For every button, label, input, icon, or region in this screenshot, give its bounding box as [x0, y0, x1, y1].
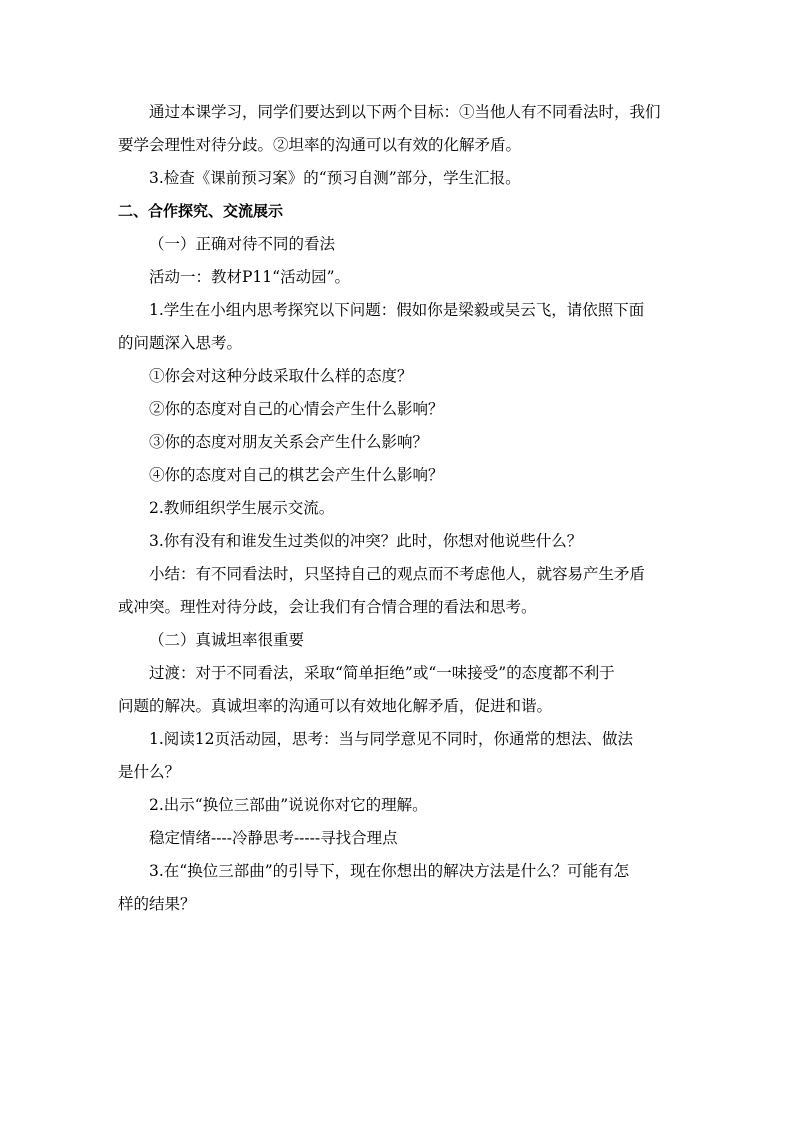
subsection-heading-1: （一）正确对待不同的看法 — [149, 235, 336, 253]
question-item-1: ①你会对这种分歧采取什么样的态度？ — [149, 367, 413, 385]
question-item-2: ②你的态度对自己的心情会产生什么影响？ — [149, 400, 444, 418]
show-three-steps: 2.出示“换位三部曲”说说你对它的理解。 — [149, 796, 428, 814]
section-heading-cooperation: 二、合作探究、交流展示 — [118, 202, 284, 220]
document-body — [118, 96, 678, 921]
reading-task-line-2: 是什么？ — [118, 763, 181, 781]
summary-line-1: 小结：有不同看法时，只坚持自己的观点而不考虑他人，就容易产生矛盾 — [149, 565, 646, 583]
question-item-4: ④你的态度对自己的棋艺会产生什么影响？ — [149, 466, 444, 484]
question-intro-line-2: 的问题深入思考。 — [118, 334, 243, 352]
question-item-3: ③你的态度对朋友关系会产生什么影响？ — [149, 433, 429, 451]
paragraph-check-preview: 3.检查《课前预习案》的“预习自测”部分，学生汇报。 — [149, 169, 521, 187]
summary-line-2: 或冲突。理性对待分歧，会让我们有合情合理的看法和思考。 — [118, 598, 537, 616]
three-steps-sequence: 稳定情绪----冷静思考-----寻找合理点 — [149, 829, 398, 847]
subsection-heading-2: （二）真诚坦率很重要 — [149, 631, 305, 649]
step-teacher-organize: 2.教师组织学生展示交流。 — [149, 499, 335, 517]
paragraph-goals-line-2: 要学会理性对待分歧。②坦率的沟通可以有效的化解矛盾。 — [118, 136, 522, 154]
step-conflict-question: 3.你有没有和谁发生过类似的冲突？此时，你想对他说些什么？ — [149, 532, 583, 550]
paragraph-goals-line-1: 通过本课学习，同学们要达到以下两个目标：①当他人有不同看法时，我们 — [149, 103, 661, 121]
transition-line-1: 过渡：对于不同看法，采取“简单拒绝”或“一味接受”的态度都不利于 — [149, 664, 615, 682]
reading-task-line-1: 1.阅读12页活动园，思考：当与同学意见不同时，你通常的想法、做法 — [149, 730, 634, 748]
transition-line-2: 问题的解决。真诚坦率的沟通可以有效地化解矛盾，促进和谐。 — [118, 697, 553, 715]
activity-one: 活动一：教材P11“活动园”。 — [149, 268, 351, 286]
guided-solution-line-2: 样的结果？ — [118, 895, 196, 913]
guided-solution-line-1: 3.在“换位三部曲”的引导下，现在你想出的解决方法是什么？可能有怎 — [149, 862, 630, 880]
question-intro-line-1: 1.学生在小组内思考探究以下问题：假如你是梁毅或吴云飞，请依照下面 — [149, 301, 645, 319]
